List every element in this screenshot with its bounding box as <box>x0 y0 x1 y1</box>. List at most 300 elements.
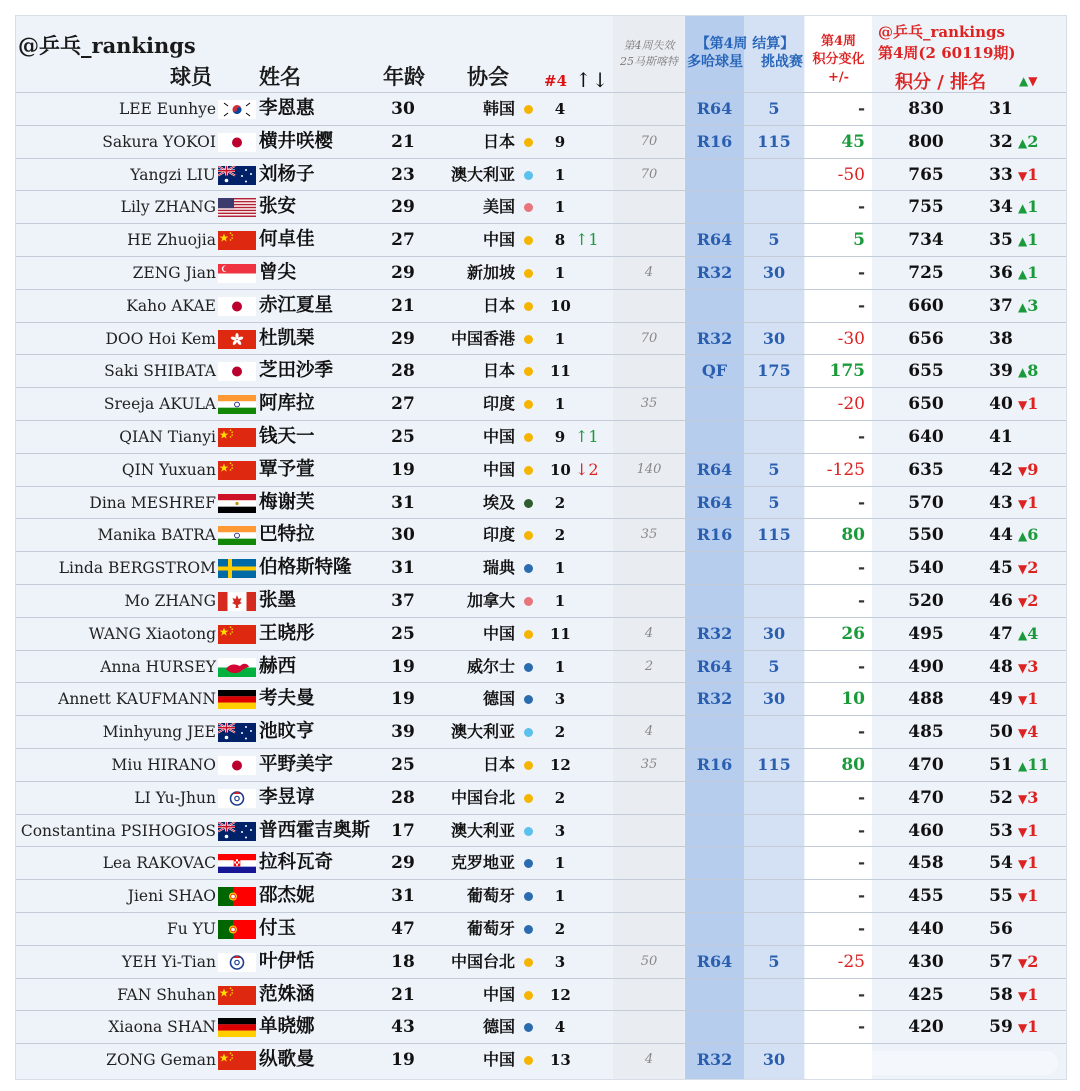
rank-up-icon: ▲ <box>1018 135 1028 150</box>
rank-change-value: 1 <box>1027 1017 1039 1037</box>
association-dot-icon <box>524 335 533 344</box>
points-change: - <box>857 426 865 447</box>
tournament-round: R64 <box>696 459 733 479</box>
player-association: 埃及 <box>482 492 515 512</box>
player-chinese-name: 赤江夏星 <box>259 294 334 316</box>
tournament-round: QF <box>701 361 728 381</box>
player-english-name: Minhyung JEE <box>102 723 216 742</box>
association-count: 9 <box>554 427 566 446</box>
points-change: 175 <box>829 361 865 382</box>
rank-change-value: 1 <box>1027 492 1039 512</box>
association-count: 13 <box>550 1051 571 1070</box>
rank: 46 <box>989 590 1013 611</box>
rank: 43 <box>989 492 1013 513</box>
player-age: 19 <box>391 459 415 480</box>
china-flag <box>218 231 256 250</box>
rank: 37 <box>989 295 1013 316</box>
association-dot-icon <box>524 499 533 508</box>
association-count: 2 <box>554 919 566 938</box>
table-row <box>16 945 1066 978</box>
points-change: 80 <box>841 754 865 775</box>
player-english-name: ZENG Jian <box>132 263 216 282</box>
player-chinese-name: 刘杨子 <box>259 163 315 185</box>
tournament-points: 5 <box>768 459 780 479</box>
player-chinese-name: 普西霍吉奥斯 <box>259 819 371 841</box>
rank-down-icon: ▼ <box>1018 791 1028 806</box>
player-association: 日本 <box>482 754 515 774</box>
association-dot-icon <box>524 400 533 409</box>
rank-change <box>1018 618 1038 651</box>
tournament-points: 30 <box>762 262 786 282</box>
japan-flag <box>218 362 256 381</box>
points-change: - <box>857 295 865 316</box>
rank-change <box>1018 519 1038 552</box>
points-change: - <box>857 787 865 808</box>
association-dot-icon <box>524 695 533 704</box>
total-points: 440 <box>908 918 944 939</box>
association-count: 12 <box>550 755 571 774</box>
player-english-name: Constantina PSIHOGIOS <box>20 821 216 840</box>
header-points: 积分 / <box>895 72 944 93</box>
points-change: - <box>857 918 865 939</box>
player-chinese-name: 覃予萱 <box>259 458 315 480</box>
table-row <box>16 715 1066 748</box>
association-count: 1 <box>554 854 566 873</box>
rank-change-value: 2 <box>1027 590 1039 610</box>
player-english-name: Sakura YOKOI <box>102 132 216 151</box>
player-age: 25 <box>391 426 415 447</box>
tournament-points: 5 <box>768 99 780 118</box>
table-row <box>16 781 1066 814</box>
player-chinese-name: 纵歌曼 <box>259 1049 315 1071</box>
player-association: 中国 <box>482 623 515 643</box>
player-association: 日本 <box>482 131 515 151</box>
association-count: 1 <box>554 329 566 348</box>
association-dot-icon <box>524 433 533 442</box>
player-association: 中国台北 <box>450 951 515 971</box>
player-chinese-name: 巴特拉 <box>259 524 315 546</box>
table-row <box>16 354 1066 387</box>
player-age: 39 <box>391 722 415 743</box>
association-dot-icon <box>524 138 533 147</box>
tournament-points: 115 <box>757 131 791 151</box>
association-dot-icon <box>524 564 533 573</box>
player-age: 47 <box>391 918 415 939</box>
player-association: 美国 <box>482 197 515 217</box>
rank: 40 <box>989 394 1013 415</box>
china-flag <box>218 1051 256 1070</box>
player-chinese-name: 单晓娜 <box>259 1016 315 1038</box>
china-flag <box>218 986 256 1005</box>
rank-down-icon: ▼ <box>1018 890 1028 905</box>
points-change: - <box>857 853 865 874</box>
player-age: 19 <box>391 689 415 710</box>
rank-change <box>1018 257 1038 290</box>
tournament-points: 5 <box>768 656 780 676</box>
rank-change-value: 1 <box>1027 853 1039 873</box>
canada-flag <box>218 592 256 611</box>
player-association: 中国 <box>482 984 515 1004</box>
header-week-line1: 【第4周 结算】 <box>695 36 795 52</box>
association-count: 3 <box>554 690 566 709</box>
association-count: 8 <box>554 231 566 250</box>
total-points: 765 <box>908 164 944 185</box>
table-row <box>16 190 1066 223</box>
association-count: 12 <box>550 985 571 1004</box>
rank-change <box>1018 651 1038 684</box>
rank-up-icon: ▲ <box>1019 74 1029 88</box>
points-change: 10 <box>841 689 865 710</box>
player-chinese-name: 张墨 <box>259 589 297 611</box>
player-chinese-name: 钱天一 <box>259 425 315 447</box>
player-chinese-name: 何卓佳 <box>259 229 315 251</box>
points-change: -125 <box>826 459 865 480</box>
player-english-name: QIAN Tianyi <box>119 427 216 446</box>
header-points-change <box>805 33 872 87</box>
association-count: 1 <box>554 887 566 906</box>
table-row <box>16 223 1066 256</box>
header-player: 球员 <box>170 64 212 89</box>
portugal-flag <box>218 920 256 939</box>
hongkong-flag <box>218 330 256 349</box>
tournament-round: R64 <box>696 656 733 676</box>
table-header <box>16 16 1066 92</box>
points-change: 26 <box>841 623 865 644</box>
australia-flag <box>218 723 256 742</box>
lost-points: 35 <box>640 396 658 412</box>
player-association: 澳大利亚 <box>450 820 515 840</box>
player-chinese-name: 曾尖 <box>259 261 297 283</box>
tournament-points: 5 <box>768 492 780 512</box>
rank: 44 <box>989 525 1013 546</box>
rank: 36 <box>989 262 1013 283</box>
rank-change-value: 1 <box>1027 164 1039 184</box>
player-age: 19 <box>391 1050 415 1071</box>
header-ranking-info <box>878 22 1015 64</box>
player-association: 德国 <box>482 689 515 709</box>
association-dot-icon <box>524 531 533 540</box>
player-association: 中国 <box>482 426 515 446</box>
tournament-points: 175 <box>757 361 791 381</box>
player-age: 25 <box>391 754 415 775</box>
rank: 55 <box>989 886 1013 907</box>
points-change: - <box>857 492 865 513</box>
player-association: 印度 <box>482 525 515 545</box>
table-row <box>16 551 1066 584</box>
player-english-name: Lily ZHANG <box>120 198 216 217</box>
total-points: 570 <box>908 492 944 513</box>
points-change: -30 <box>837 328 865 349</box>
player-age: 30 <box>391 525 415 546</box>
rank-change-value: 2 <box>1027 558 1039 578</box>
table-row <box>16 322 1066 355</box>
player-age: 43 <box>391 1017 415 1038</box>
association-count: 2 <box>554 493 566 512</box>
association-count: 9 <box>554 132 566 151</box>
rank-up-icon: ▲ <box>1018 758 1028 773</box>
player-chinese-name: 伯格斯特隆 <box>259 557 352 579</box>
player-age: 21 <box>391 295 415 316</box>
association-dot-icon <box>524 367 533 376</box>
player-chinese-name: 杜凯琹 <box>259 327 315 349</box>
rank-change-value: 3 <box>1027 656 1039 676</box>
player-chinese-name: 王晓彤 <box>259 622 315 644</box>
rank-up-icon: ▲ <box>1018 266 1028 281</box>
header-rank-arrows <box>1019 74 1037 88</box>
korea-flag <box>218 100 256 119</box>
association-count: 10 <box>550 460 571 479</box>
india-flag <box>218 395 256 414</box>
rank-change-value: 1 <box>1027 689 1039 709</box>
total-points: 550 <box>908 525 944 546</box>
points-change: - <box>857 886 865 907</box>
lost-points: 70 <box>640 166 658 182</box>
association-count: 11 <box>550 362 571 381</box>
points-change: - <box>857 984 865 1005</box>
total-points: 485 <box>908 722 944 743</box>
tournament-points: 30 <box>762 1050 786 1070</box>
rank-change <box>1018 847 1038 880</box>
lost-points: 4 <box>644 264 654 280</box>
rank-change-value: 2 <box>1027 951 1039 971</box>
table-row <box>16 650 1066 683</box>
player-age: 31 <box>391 492 415 513</box>
table-row <box>16 748 1066 781</box>
association-dot-icon <box>524 728 533 737</box>
tournament-round: R16 <box>696 525 733 545</box>
player-chinese-name: 池旼亨 <box>259 721 315 743</box>
rank-change <box>1018 749 1050 782</box>
points-change: - <box>857 99 865 119</box>
header-lost-line2: 25马斯喀特 <box>620 55 678 68</box>
rank-change-value: 4 <box>1027 722 1039 742</box>
japan-flag <box>218 297 256 316</box>
australia-flag <box>218 822 256 841</box>
total-points: 488 <box>908 689 944 710</box>
lost-points: 70 <box>640 133 658 149</box>
table-row <box>16 125 1066 158</box>
rank-down-icon: ▼ <box>1018 463 1028 478</box>
header-change-line2: 积分变化 <box>812 52 865 67</box>
table-row <box>16 518 1066 551</box>
rank-change-value: 3 <box>1027 295 1039 315</box>
player-english-name: Mo ZHANG <box>124 591 216 610</box>
player-association: 韩国 <box>482 99 515 118</box>
rank: 50 <box>989 722 1013 743</box>
rank-down-icon: ▼ <box>1018 824 1028 839</box>
japan-flag <box>218 133 256 152</box>
association-count: 1 <box>554 165 566 184</box>
rank-change-value: 1 <box>1027 394 1039 414</box>
association-dot-icon <box>524 171 533 180</box>
points-change: - <box>857 656 865 677</box>
rank-change <box>1018 782 1038 815</box>
player-association: 中国香港 <box>450 328 515 348</box>
rank: 33 <box>989 164 1013 185</box>
tournament-points: 5 <box>768 951 780 971</box>
rank: 53 <box>989 820 1013 841</box>
total-points: 470 <box>908 754 944 775</box>
total-points: 490 <box>908 656 944 677</box>
total-points: 755 <box>908 197 944 218</box>
player-english-name: DOO Hoi Kem <box>105 329 216 348</box>
rank-change <box>1018 191 1038 224</box>
table-row <box>16 978 1066 1011</box>
points-change: -25 <box>837 951 865 972</box>
total-points: 656 <box>908 328 944 349</box>
rank: 51 <box>989 754 1013 775</box>
points-change: - <box>857 558 865 579</box>
rank-change-value: 1 <box>1027 886 1039 906</box>
rank-change <box>1018 355 1038 388</box>
rank: 45 <box>989 558 1013 579</box>
total-points: 655 <box>908 361 944 382</box>
player-association: 日本 <box>482 361 515 381</box>
table-row <box>16 420 1066 453</box>
rank-change <box>1018 815 1038 848</box>
header-count-arrows: ↑↓ <box>575 68 609 92</box>
player-chinese-name: 张安 <box>259 196 297 218</box>
rankings-sheet <box>15 15 1067 1080</box>
player-age: 18 <box>391 951 415 972</box>
rank-down-icon: ▼ <box>1018 168 1028 183</box>
rank-change <box>1018 388 1038 421</box>
header-points-rank <box>895 68 986 94</box>
player-association: 加拿大 <box>466 590 515 610</box>
association-count: 1 <box>554 263 566 282</box>
association-dot-icon <box>524 1023 533 1032</box>
tournament-round: R32 <box>696 1050 733 1070</box>
rank-change-value: 1 <box>1027 262 1039 282</box>
association-dot-icon <box>524 597 533 606</box>
player-english-name: Miu HIRANO <box>111 755 216 774</box>
header-lost-line1: 第4周失效 <box>623 39 675 52</box>
india-flag <box>218 526 256 545</box>
player-age: 17 <box>391 820 415 841</box>
rank-change <box>1018 946 1038 979</box>
tournament-round: R32 <box>696 689 733 709</box>
player-chinese-name: 邵杰妮 <box>259 885 315 907</box>
player-english-name: YEH Yi-Tian <box>121 952 216 971</box>
header-count: #4 <box>544 72 568 90</box>
player-age: 31 <box>391 886 415 907</box>
association-dot-icon <box>524 302 533 311</box>
rank-down-icon: ▼ <box>1018 693 1028 708</box>
player-chinese-name: 李恩惠 <box>259 98 315 119</box>
points-change: -20 <box>837 394 865 415</box>
total-points: 425 <box>908 984 944 1005</box>
player-association: 瑞典 <box>482 558 515 578</box>
header-change-line3: +/- <box>827 70 850 85</box>
association-dot-icon <box>524 105 533 114</box>
rank: 57 <box>989 951 1013 972</box>
association-dot-icon <box>524 892 533 901</box>
header-change-line1: 第4周 <box>820 34 857 49</box>
tournament-points: 30 <box>762 328 786 348</box>
total-points: 458 <box>908 853 944 874</box>
player-association: 日本 <box>482 295 515 315</box>
rank: 35 <box>989 230 1013 251</box>
player-english-name: Annett KAUFMANN <box>58 690 216 709</box>
total-points: 455 <box>908 886 944 907</box>
rank-change-value: 11 <box>1027 754 1050 774</box>
rank: 54 <box>989 853 1013 874</box>
header-association: 协会 <box>467 64 509 89</box>
association-dot-icon <box>524 466 533 475</box>
player-english-name: Xiaona SHAN <box>108 1018 216 1037</box>
tournament-round: R32 <box>696 328 733 348</box>
total-points: 650 <box>908 394 944 415</box>
points-change: -50 <box>837 164 865 185</box>
rank-up-icon: ▲ <box>1018 299 1028 314</box>
header-rank: 排名 <box>950 72 987 93</box>
rank: 52 <box>989 787 1013 808</box>
player-english-name: Kaho AKAE <box>126 296 216 315</box>
association-count-change: ↑1 <box>575 426 599 446</box>
sweden-flag <box>218 559 256 578</box>
player-age: 28 <box>391 787 415 808</box>
egypt-flag <box>218 494 256 513</box>
association-count: 4 <box>554 100 566 118</box>
lost-points: 4 <box>644 1052 654 1068</box>
player-english-name: Manika BATRA <box>97 526 216 545</box>
player-age: 19 <box>391 656 415 677</box>
total-points: 540 <box>908 558 944 579</box>
tournament-round: R64 <box>696 492 733 512</box>
player-association: 中国 <box>482 1050 515 1070</box>
rank-change <box>1018 979 1038 1012</box>
tournament-points: 115 <box>757 525 791 545</box>
tournament-round: R64 <box>696 951 733 971</box>
rank-change <box>1018 454 1038 487</box>
association-count: 2 <box>554 723 566 742</box>
lost-points: 4 <box>644 625 654 641</box>
table-row <box>16 814 1066 847</box>
player-english-name: Yangzi LIU <box>130 165 216 184</box>
player-association: 澳大利亚 <box>450 164 515 184</box>
points-change: 5 <box>853 230 865 251</box>
germany-flag <box>218 690 256 709</box>
player-english-name: Saki SHIBATA <box>104 362 216 381</box>
table-row <box>16 682 1066 715</box>
header-week-sub-b: 挑战赛 <box>761 54 803 70</box>
association-dot-icon <box>524 269 533 278</box>
germany-flag <box>218 1018 256 1037</box>
association-dot-icon <box>524 859 533 868</box>
player-english-name: ZONG Geman <box>106 1051 216 1070</box>
total-points: 420 <box>908 1017 944 1038</box>
singapore-flag <box>218 264 256 283</box>
rank: 38 <box>989 328 1013 349</box>
rank-change-value: 9 <box>1027 459 1039 479</box>
player-association: 葡萄牙 <box>466 918 515 938</box>
header-week-sub-a: 多哈球星 <box>687 54 743 70</box>
player-chinese-name: 赫西 <box>259 655 297 677</box>
player-english-name: QIN Yuxuan <box>121 460 216 479</box>
header-name: 姓名 <box>259 64 301 89</box>
player-age: 27 <box>391 394 415 415</box>
player-english-name: FAN Shuhan <box>117 985 216 1004</box>
total-points: 470 <box>908 787 944 808</box>
player-chinese-name: 叶伊恬 <box>259 950 315 972</box>
player-association: 德国 <box>482 1017 515 1037</box>
rank-down-icon: ▼ <box>1018 660 1028 675</box>
points-change: - <box>857 590 865 611</box>
player-association: 中国台北 <box>450 787 515 807</box>
table-body <box>16 92 1066 1076</box>
rank-change-value: 1 <box>1027 230 1039 250</box>
player-english-name: Dina MESHREF <box>89 493 216 512</box>
